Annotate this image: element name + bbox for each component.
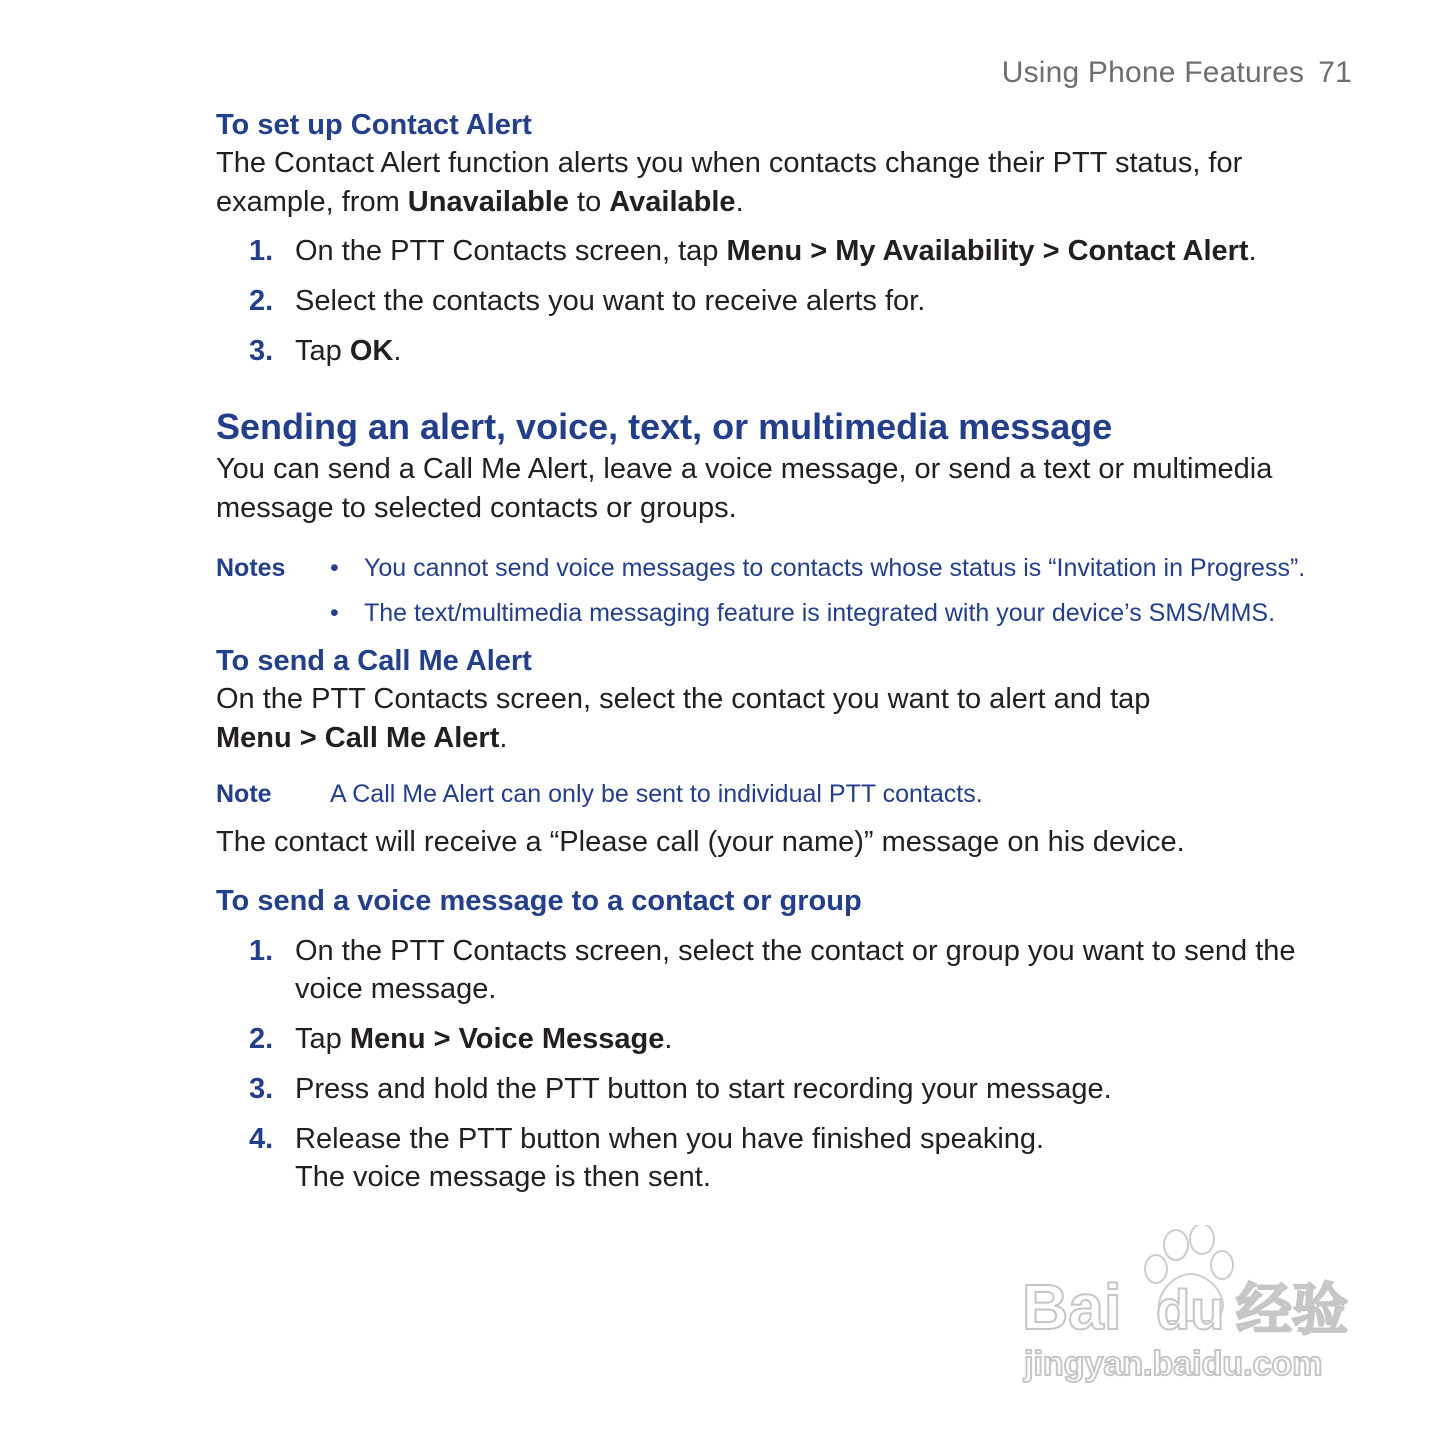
watermark-brand2: du [1156,1278,1225,1341]
step-text: On the PTT Contacts screen, tap Menu > My Availability > Contact Alert. [295,235,1257,267]
step [216,282,1346,320]
step-text: Release the PTT button when you have finished speaking. The voice message is then sent. [295,1123,1045,1193]
notes-block [216,552,1346,630]
step-text: Tap Menu > Voice Message. [295,1023,673,1055]
baidu-watermark-logo [1018,1225,1358,1395]
sending-heading: Sending an alert, voice, text, or multimedia message [216,406,1113,447]
running-header [1002,56,1352,90]
step-number: 4. [249,1123,274,1155]
call-me-note [216,778,1346,811]
step-text: Tap OK. [295,335,402,367]
step [216,1070,1346,1108]
watermark-url: jingyan.baidu.com [1024,1345,1323,1383]
step-text: Select the contacts you want to receive alerts for. [295,285,926,317]
voice-heading: To send a voice message to a contact or group [216,885,862,917]
step-number: 3. [249,1073,274,1105]
voice-steps [216,932,1346,1196]
watermark-cn: 经验 [1236,1278,1348,1341]
step-number: 2. [249,285,274,317]
step [216,232,1346,270]
notes-list [330,552,1305,630]
note-label: Note [216,780,272,808]
contact-alert-heading: To set up Contact Alert [216,109,532,141]
note-text: A Call Me Alert can only be sent to individual PTT contacts. [330,780,983,808]
watermark-brand: Bai [1022,1271,1122,1343]
note-item: • The text/multimedia messaging feature is integrated with your device’s SMS/MMS. [330,597,1305,630]
call-me-heading: To send a Call Me Alert [216,645,532,677]
bullet-icon: • [330,554,339,582]
call-me-result: The contact will receive a “Please call (your name)” message on his device. [216,826,1185,858]
note-item: • You cannot send voice messages to contacts whose status is “Invitation in Progress”. [330,552,1305,585]
step [216,1020,1346,1058]
step [216,1120,1346,1196]
header-title: Using Phone Features [1001,56,1305,89]
contact-alert-steps [216,232,1346,370]
step-number: 2. [249,1023,274,1055]
page-number: 71 [1318,56,1352,89]
step-number: 1. [249,235,274,267]
step [216,932,1346,1008]
step-text: Press and hold the PTT button to start recording your message. [295,1073,1112,1105]
call-me-body: On the PTT Contacts screen, select the contact you want to alert and tap Menu > Call Me Alert. [216,683,1151,754]
contact-alert-intro: The Contact Alert function alerts you when contacts change their PTT status, for example, from Unavailable to Available. [216,147,1243,218]
step-text: On the PTT Contacts screen, select the contact or group you want to send the voice message. [295,935,1296,1005]
step [216,332,1346,370]
sending-intro: You can send a Call Me Alert, leave a voice message, or send a text or multimedia message to selected contacts or groups. [216,453,1273,524]
step-number: 3. [249,335,274,367]
content [216,106,1346,1196]
notes-label: Notes [216,554,286,582]
step-number: 1. [249,935,274,967]
bullet-icon: • [330,599,339,627]
